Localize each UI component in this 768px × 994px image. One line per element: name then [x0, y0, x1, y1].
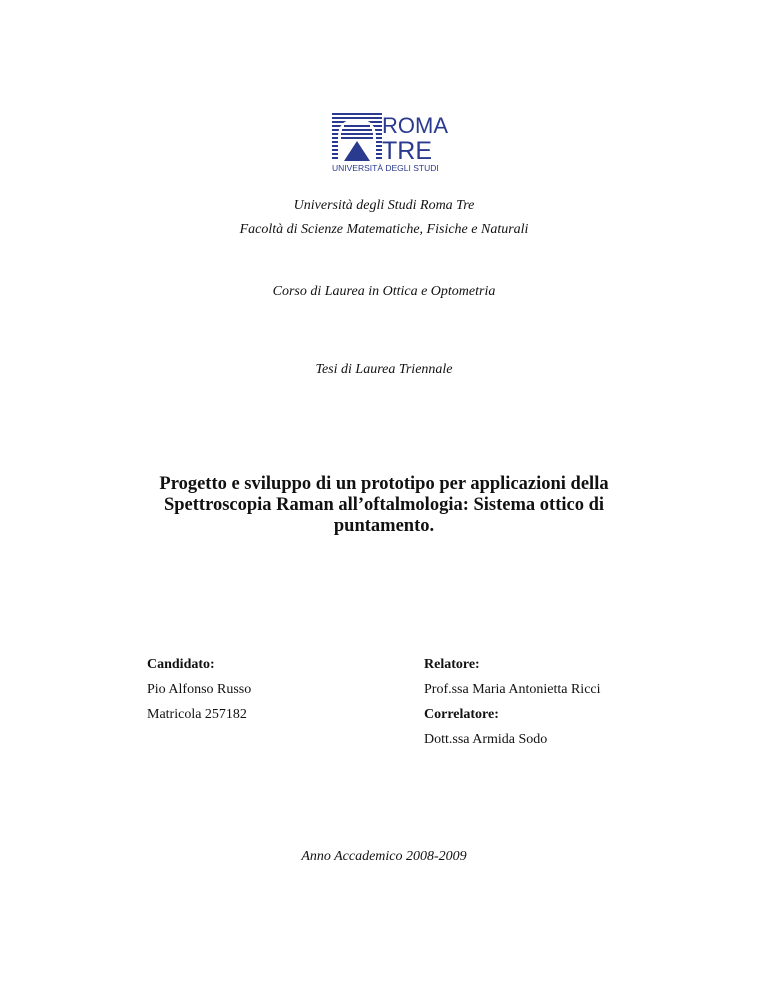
academic-year: Anno Accademico 2008-2009	[301, 849, 467, 864]
roma-tre-logo-icon	[330, 111, 456, 173]
candidate-name: Pio Alfonso Russo	[147, 682, 252, 697]
thesis-type: Tesi di Laurea Triennale	[315, 362, 453, 377]
faculty-name: Facoltà di Scienze Matematiche, Fisiche e Naturali	[239, 222, 529, 237]
thesis-title-line: Spettroscopia Raman all’oftalmologia: Sistema ottico di	[163, 495, 605, 515]
university-logo	[330, 111, 456, 173]
university-name: Università degli Studi Roma Tre	[293, 198, 475, 213]
logo-word-roma: ROMA	[382, 113, 448, 138]
correlatore-label: Correlatore:	[424, 707, 499, 722]
logo-word-tre: TRE	[382, 137, 432, 165]
relatore-name: Prof.ssa Maria Antonietta Ricci	[424, 682, 601, 697]
logo-caption: UNIVERSITÀ DEGLI STUDI	[332, 163, 439, 173]
candidate-matricola: Matricola 257182	[147, 707, 247, 722]
relatore-label: Relatore:	[424, 657, 480, 672]
candidate-block	[147, 656, 251, 731]
thesis-title-line: puntamento.	[333, 516, 435, 536]
thesis-title	[0, 474, 768, 537]
candidate-label: Candidato:	[147, 657, 215, 672]
thesis-title-line: Progetto e sviluppo di un prototipo per applicazioni della	[159, 474, 609, 494]
correlatore-name: Dott.ssa Armida Sodo	[424, 732, 548, 747]
course-name: Corso di Laurea in Ottica e Optometria	[272, 284, 496, 299]
supervisors-block	[424, 656, 601, 756]
